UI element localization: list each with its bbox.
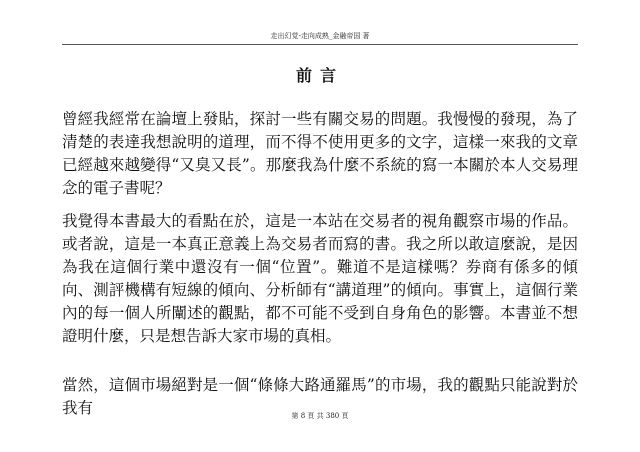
paragraph-1: 曾經我經常在論壇上發貼，探討一些有關交易的問題。我慢慢的發現，為了清楚的表達我想說明的道理，而不得不使用更多的文字，這樣一來我的文章已經越來越變得“又臭又長”。那麼我為什麼不系統的寫一本關於本人交易理念的電子書呢？ bbox=[62, 110, 578, 197]
paragraph-2: 我覺得本書最大的看點在於，這是一本站在交易者的視角觀察市場的作品。或者說，這是一本真正意義上為交易者而寫的書。我之所以敢這麼說，是因為我在這個行業中還沒有一個“位置”。難道不是這樣嗎？券商有係多的傾向、測評機構有短線的傾向、分析師有“講道理”的傾向。事實上，這個行業內的每一個人所闡述的觀點，都不可能不受到自身角色的影響。本書並不想證明什麼，只是想告訴大家市場的真相。 bbox=[62, 212, 578, 345]
paragraph-3: 當然，這個市場絕對是一個“條條大路通羅馬”的市場，我的觀點只能說對於我有 bbox=[62, 376, 578, 417]
page-number-footer: 第 8 頁 共 380 頁 bbox=[291, 412, 349, 420]
header-divider bbox=[62, 44, 578, 45]
chapter-title: 前言 bbox=[295, 66, 344, 85]
running-header: 走出幻觉-走向成熟_金融帝国 著 bbox=[270, 32, 370, 40]
